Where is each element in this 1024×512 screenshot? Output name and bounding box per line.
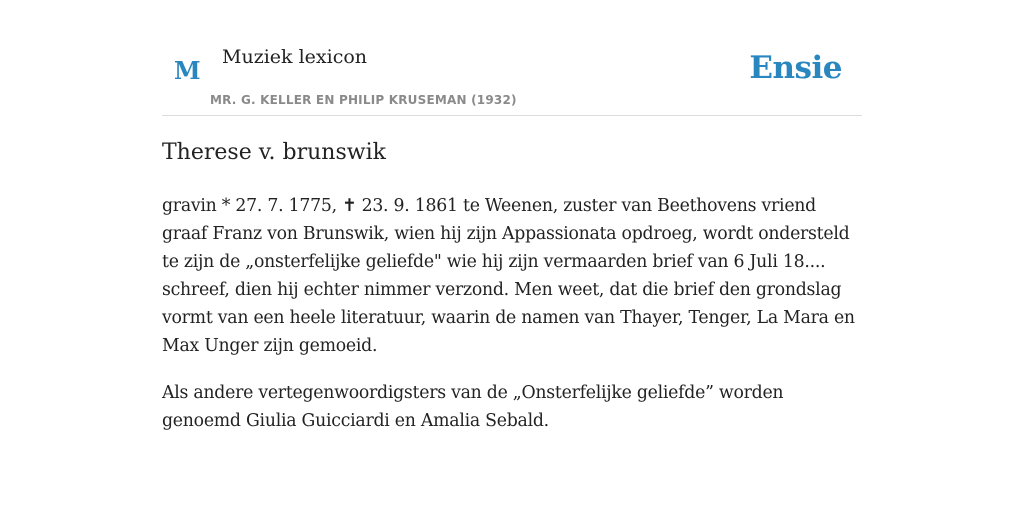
entry-body — [162, 192, 862, 454]
ensie-logo-link[interactable]: Ensie — [749, 50, 842, 86]
book-title-link[interactable]: Muziek lexicon — [222, 46, 368, 68]
book-logo[interactable]: M — [174, 56, 201, 85]
entry-paragraph: Als andere vertegenwoordigsters van de „Onsterfelijke geliefde” worden genoemd Giulia Guicciardi en Amalia Sebald. — [162, 383, 784, 431]
book-authors: MR. G. KELLER EN PHILIP KRUSEMAN (1932) — [210, 93, 517, 107]
page-content — [162, 0, 862, 431]
entry-title: Therese v. brunswik — [162, 140, 386, 165]
entry-paragraph: gravin * 27. 7. 1775, ✝ 23. 9. 1861 te Weenen, zuster van Beethovens vriend graaf Franz von Brunswik, wien hij zijn Appassionata opdroeg, wordt ondersteld te zijn de „onsterfelijke geliefde" wie hij zijn vermaarden brief van 6 Juli 18.... schreef, dien hij echter nimmer verzond. Men weet, dat die brief den grondslag vormt van een heele literatuur, waarin de namen van Thayer, Tenger, La Mara en Max Unger zijn gemoeid. — [162, 196, 855, 356]
page-header — [162, 0, 862, 116]
